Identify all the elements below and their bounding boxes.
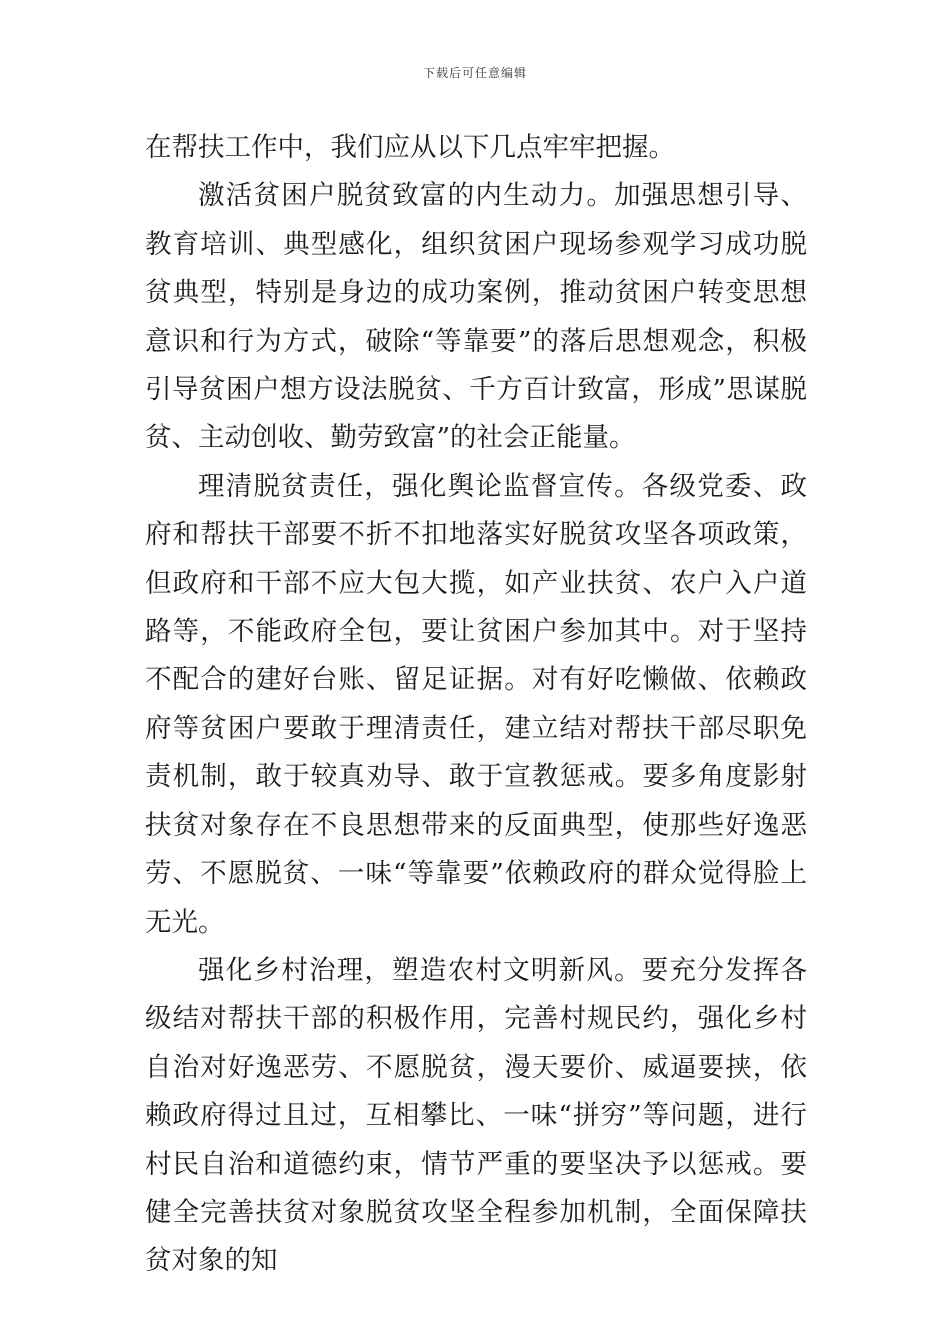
paragraph-motivation: 激活贫困户脱贫致富的内生动力。加强思想引导、教育培训、典型感化，组织贫困户现场参观学习成功脱贫典型，特别是身边的成功案例，推动贫困户转变思想意识和行为方式，破除“等靠要”的落后思想观念，积极引导贫困户想方设法脱贫、千方百计致富，形成”思谋脱贫、主动创收、勤劳致富”的社会正能量。 xyxy=(145,180,807,454)
paragraph-responsibility: 理清脱贫责任，强化舆论监督宣传。各级党委、政府和帮扶干部要不折不扣地落实好脱贫攻坚各项政策，但政府和干部不应大包大揽，如产业扶贫、农户入户道路等，不能政府全包，要让贫困户参加其中。对于坚持不配合的建好台账、留足证据。对有好吃懒做、依赖政府等贫困户要敢于理清责任，建立结对帮扶干部尽职免责机制，敢于较真劝导、敢于宣教惩戒。要多角度影射扶贫对象存在不良思想带来的反面典型，使那些好逸恶劳、不愿脱贫、一味“等靠要”依赖政府的群众觉得脸上无光。 xyxy=(145,470,807,938)
paragraph-intro: 在帮扶工作中，我们应从以下几点牢牢把握。 xyxy=(145,132,675,163)
paragraph-governance: 强化乡村治理，塑造农村文明新风。要充分发挥各级结对帮扶干部的积极作用，完善村规民约，强化乡村自治对好逸恶劳、不愿脱贫，漫天要价、威逼要挟，依赖政府得过且过，互相攀比、一味“拼穷”等问题，进行村民自治和道德约束，情节严重的要坚决予以惩戒。要健全完善扶贫对象脱贫攻坚全程参加机制，全面保障扶贫对象的知 xyxy=(145,954,807,1277)
page-header-note: 下载后可任意编辑 xyxy=(422,66,527,80)
document-body xyxy=(145,124,807,1286)
